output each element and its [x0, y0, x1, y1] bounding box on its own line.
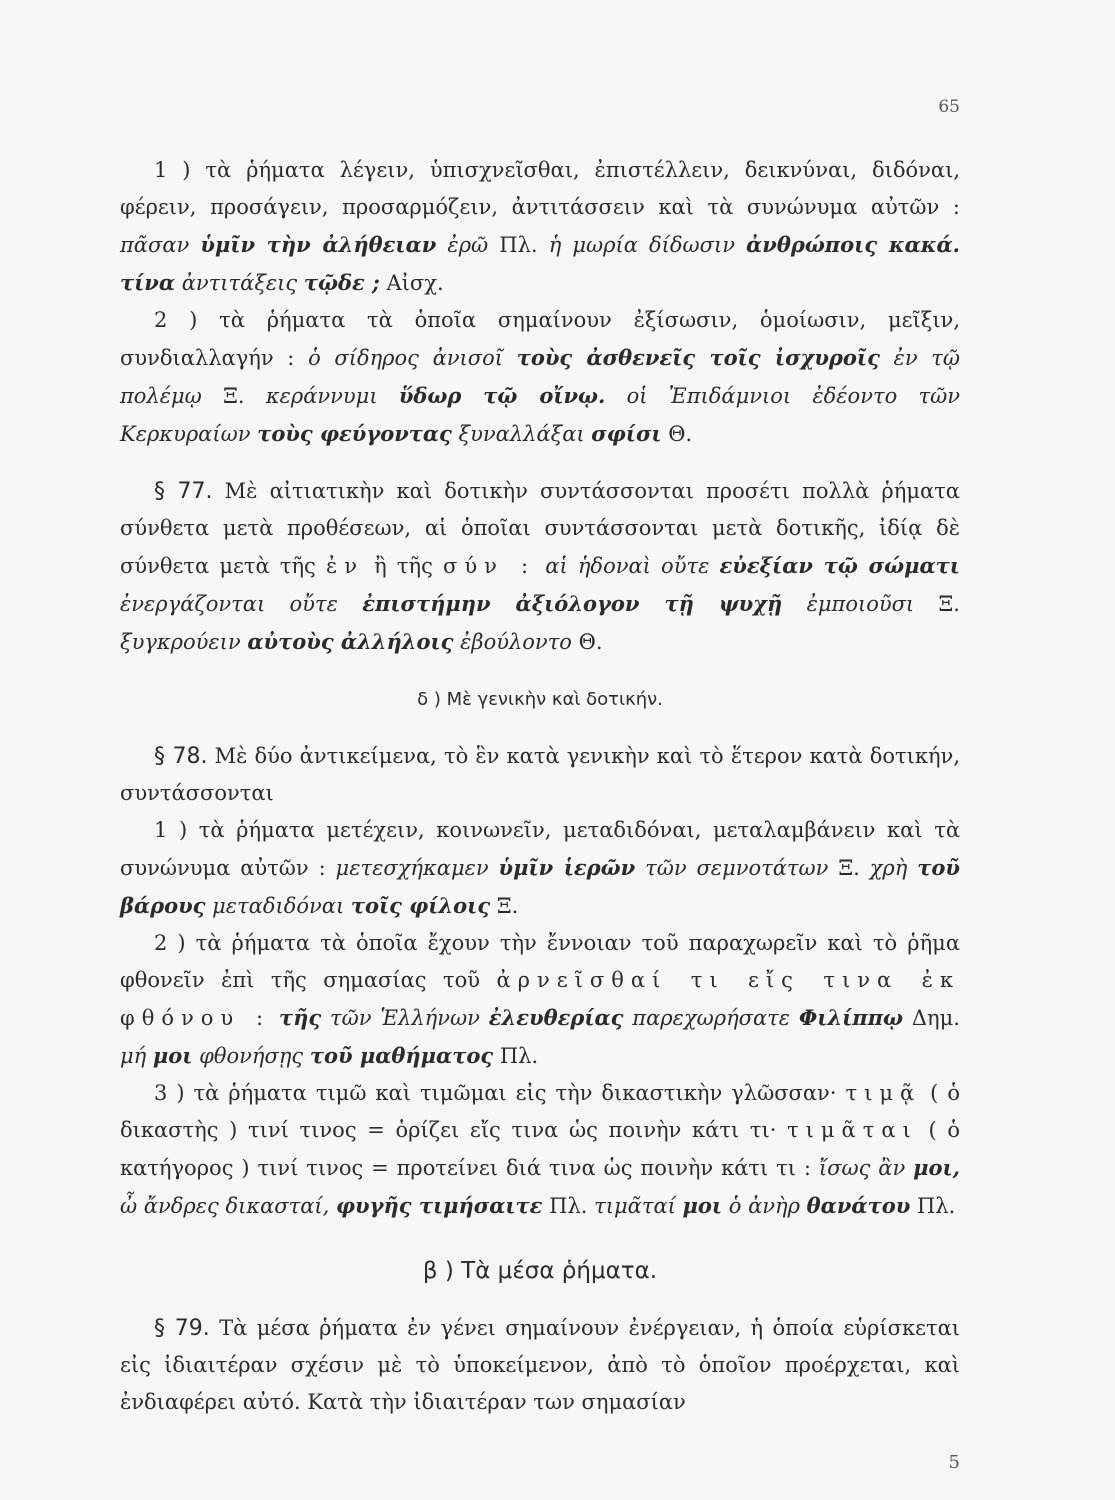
spaced-word: τιμᾶται	[787, 1118, 918, 1142]
example: ἴσως ἂν	[818, 1156, 906, 1180]
example: φθονήσῃς	[199, 1044, 304, 1068]
example: ὦ ἄνδρες δικασταί,	[120, 1194, 330, 1218]
example-bold: ὑμῖν ἱερῶν	[498, 855, 636, 880]
citation: Θ.	[668, 422, 693, 446]
spaced-word: ἐν	[325, 554, 364, 578]
example: ἡ μωρία δίδωσιν	[548, 233, 735, 257]
section-number: § 79.	[154, 1316, 210, 1341]
example: ὁ ἀνὴρ	[728, 1194, 800, 1218]
citation: Ξ.	[223, 384, 245, 408]
citation: Πλ.	[549, 1194, 588, 1218]
example-bold: ἐλευθερίας	[488, 1005, 624, 1030]
section-78	[120, 738, 960, 812]
example-bold: σφίσι	[591, 421, 662, 446]
example-bold: ὑμῖν τὴν ἀλήθειαν	[200, 232, 437, 257]
spaced-phrase: ἀρνεῖσθαί τι εἴς τινα ἐκ φθόνου :	[120, 968, 960, 1030]
example: ἐμποιοῦσι	[806, 592, 915, 616]
page-body	[120, 152, 960, 1421]
example: ἐρῶ	[447, 233, 489, 257]
text: ( ὁ δικαστὴς ) τινί τινος = ὁρίζει εἴς τινα ὡς ποινὴν κάτι τι·	[120, 1081, 960, 1142]
paragraph-item-78-3	[120, 1075, 960, 1225]
example: μεταδιδόναι	[212, 894, 345, 918]
example-bold: τοῖς φίλοις	[350, 893, 491, 918]
citation: Θ.	[578, 630, 603, 654]
example-bold: μοι,	[913, 1155, 960, 1180]
example: πᾶσαν	[120, 233, 190, 257]
example: μή	[120, 1044, 147, 1068]
text: ἢ τῆς	[374, 554, 433, 578]
example: παρεχωρήσατε	[632, 1006, 791, 1030]
example: ὁ σίδηρος ἀνισοῖ	[308, 346, 503, 370]
example-bold: αὐτοὺς ἀλλήλοις	[247, 629, 454, 654]
example: κεράννυμι	[265, 384, 378, 408]
example: χρὴ	[869, 856, 908, 880]
text: 3 ) τὰ ῥήματα τιμῶ καὶ τιμῶμαι εἰς τὴν δικαστικὴν γλῶσσαν·	[154, 1081, 837, 1105]
section-number: § 78.	[154, 744, 208, 769]
example: αἱ ἡδοναὶ οὔτε	[545, 554, 710, 578]
example-bold: τῆς	[278, 1005, 322, 1030]
citation: Πλ.	[499, 233, 538, 257]
example-bold: μοι	[152, 1043, 193, 1068]
section-number: § 77.	[154, 479, 213, 504]
text: 1 ) τὰ ῥήματα μετέχειν, κοινωνεῖν, μεταδιδόναι, μεταλαμβάνειν καὶ τὰ συνώνυμα αὐτῶν :	[120, 818, 960, 880]
citation: Πλ.	[499, 1044, 539, 1068]
example-bold: εὐεξίαν τῷ σώματι	[719, 553, 960, 578]
text: 1 ) τὰ ῥήματα λέγειν, ὑπισχνεῖσθαι, ἐπιστέλλειν, δεικνύναι, διδόναι, φέρειν, προσάγειν, προσαρμόζειν, ἀντιτάσσειν καὶ τὰ συνώνυμα αὐτῶν :	[120, 158, 960, 219]
example: μετεσχήκαμεν	[335, 856, 489, 880]
citation: Πλ.	[916, 1194, 956, 1218]
spaced-word: τιμᾷ	[845, 1081, 922, 1105]
text: Τὰ μέσα ῥήματα ἐν γένει σημαίνουν ἐνέργειαν, ἡ ὁποία εὑρίσκεται εἰς ἰδιαιτέραν σχέσιν μὲ τὸ ὑποκείμενον, ἀπὸ τὸ ὁποῖον προέρχεται, καὶ ἐνδιαφέρει αὐτό. Κατὰ τὴν ἰδιαιτέραν των σημασίαν	[120, 1316, 961, 1414]
example-bold: ὕδωρ τῷ οἴνῳ.	[398, 383, 606, 408]
example: τῶν Ἑλλήνων	[330, 1006, 480, 1030]
section-79	[120, 1310, 960, 1421]
example-bold: μοι	[682, 1193, 723, 1218]
subheading-beta: β ) Τὰ μέσα ῥήματα.	[422, 1258, 658, 1284]
example-bold: ἀνθρώποις κακά. τίνα	[120, 232, 960, 295]
text: 2 ) τὰ ῥήματα τὰ ὁποῖα σημαίνουν ἐξίσωσιν, ὁμοίωσιν, μεῖξιν, συνδιαλλαγήν :	[120, 308, 960, 370]
page-number-top: 65	[938, 97, 960, 117]
text: ( ὁ κατήγορος ) τινί τινος = προτείνει διά τινα ὡς ποινὴν κάτι τι :	[120, 1118, 960, 1180]
example: τῶν σεμνοτάτων	[645, 856, 829, 880]
example-bold: τοὺς φεύγοντας	[257, 421, 452, 446]
example: τιμᾶταί	[594, 1194, 676, 1218]
paragraph-item-2	[120, 302, 960, 453]
example: ἀντιτάξεις	[181, 271, 298, 295]
example: ἐνεργάζονται οὔτε	[120, 592, 338, 616]
example-bold: τοὺς ἀσθενεῖς τοῖς ἰσχυροῖς	[516, 345, 880, 370]
example: ἐβούλοντο	[460, 630, 572, 654]
example-bold: φυγῆς τιμήσαιτε	[336, 1193, 543, 1218]
example-bold: τῷδε ;	[303, 270, 380, 295]
paragraph-item-78-1	[120, 812, 960, 925]
section-77	[120, 473, 960, 661]
example: ἐν τῷ πολέμῳ	[120, 346, 960, 408]
text: 2 ) τὰ ῥήματα τὰ ὁποῖα ἔχουν τὴν ἔννοιαν τοῦ παραχωρεῖν καὶ τὸ ῥῆμα φθονεῖν ἐπὶ τῆς σημασίας τοῦ	[120, 931, 960, 992]
signature-mark: 5	[948, 1452, 960, 1473]
example: οἱ Ἐπιδάμνιοι ἐδέοντο τῶν Κερκυραίων	[120, 384, 960, 446]
text: Μὲ αἰτιατικὴν καὶ δοτικὴν συντάσσονται προσέτι πολλὰ ῥήματα σύνθετα μετὰ προθέσεων, αἱ ὁποῖαι συντάσσονται μετὰ δοτικῆς, ἰδίᾳ δὲ σύνθετα μετὰ τῆς	[120, 479, 960, 578]
example: ξυναλλάξαι	[458, 422, 585, 446]
citation: Ξ.	[838, 856, 860, 880]
text: Μὲ δύο ἀντικείμενα, τὸ ἓν κατὰ γενικὴν καὶ τὸ ἕτερον κατὰ δοτικήν, συντάσσονται	[120, 744, 960, 805]
example-bold: θανάτου	[806, 1193, 911, 1218]
subheading-delta: δ ) Μὲ γενικὴν καὶ δοτικήν.	[417, 689, 663, 710]
citation: Δημ.	[911, 1006, 960, 1030]
example-bold: Φιλίππῳ	[798, 1005, 904, 1030]
example-bold: τοῦ βάρους	[120, 855, 960, 918]
citation: Ξ.	[496, 894, 519, 918]
example-bold: τοῦ μαθήματος	[309, 1043, 494, 1068]
citation: Ξ.	[938, 592, 960, 616]
example-bold: ἐπιστήμην ἀξιόλογον τῇ ψυχῇ	[362, 591, 783, 616]
citation: Αἰσχ.	[386, 271, 444, 295]
spaced-word: σύν :	[443, 554, 536, 578]
example: ξυγκρούειν	[120, 630, 241, 654]
paragraph-item-78-2	[120, 925, 960, 1075]
paragraph-item-1	[120, 152, 960, 302]
